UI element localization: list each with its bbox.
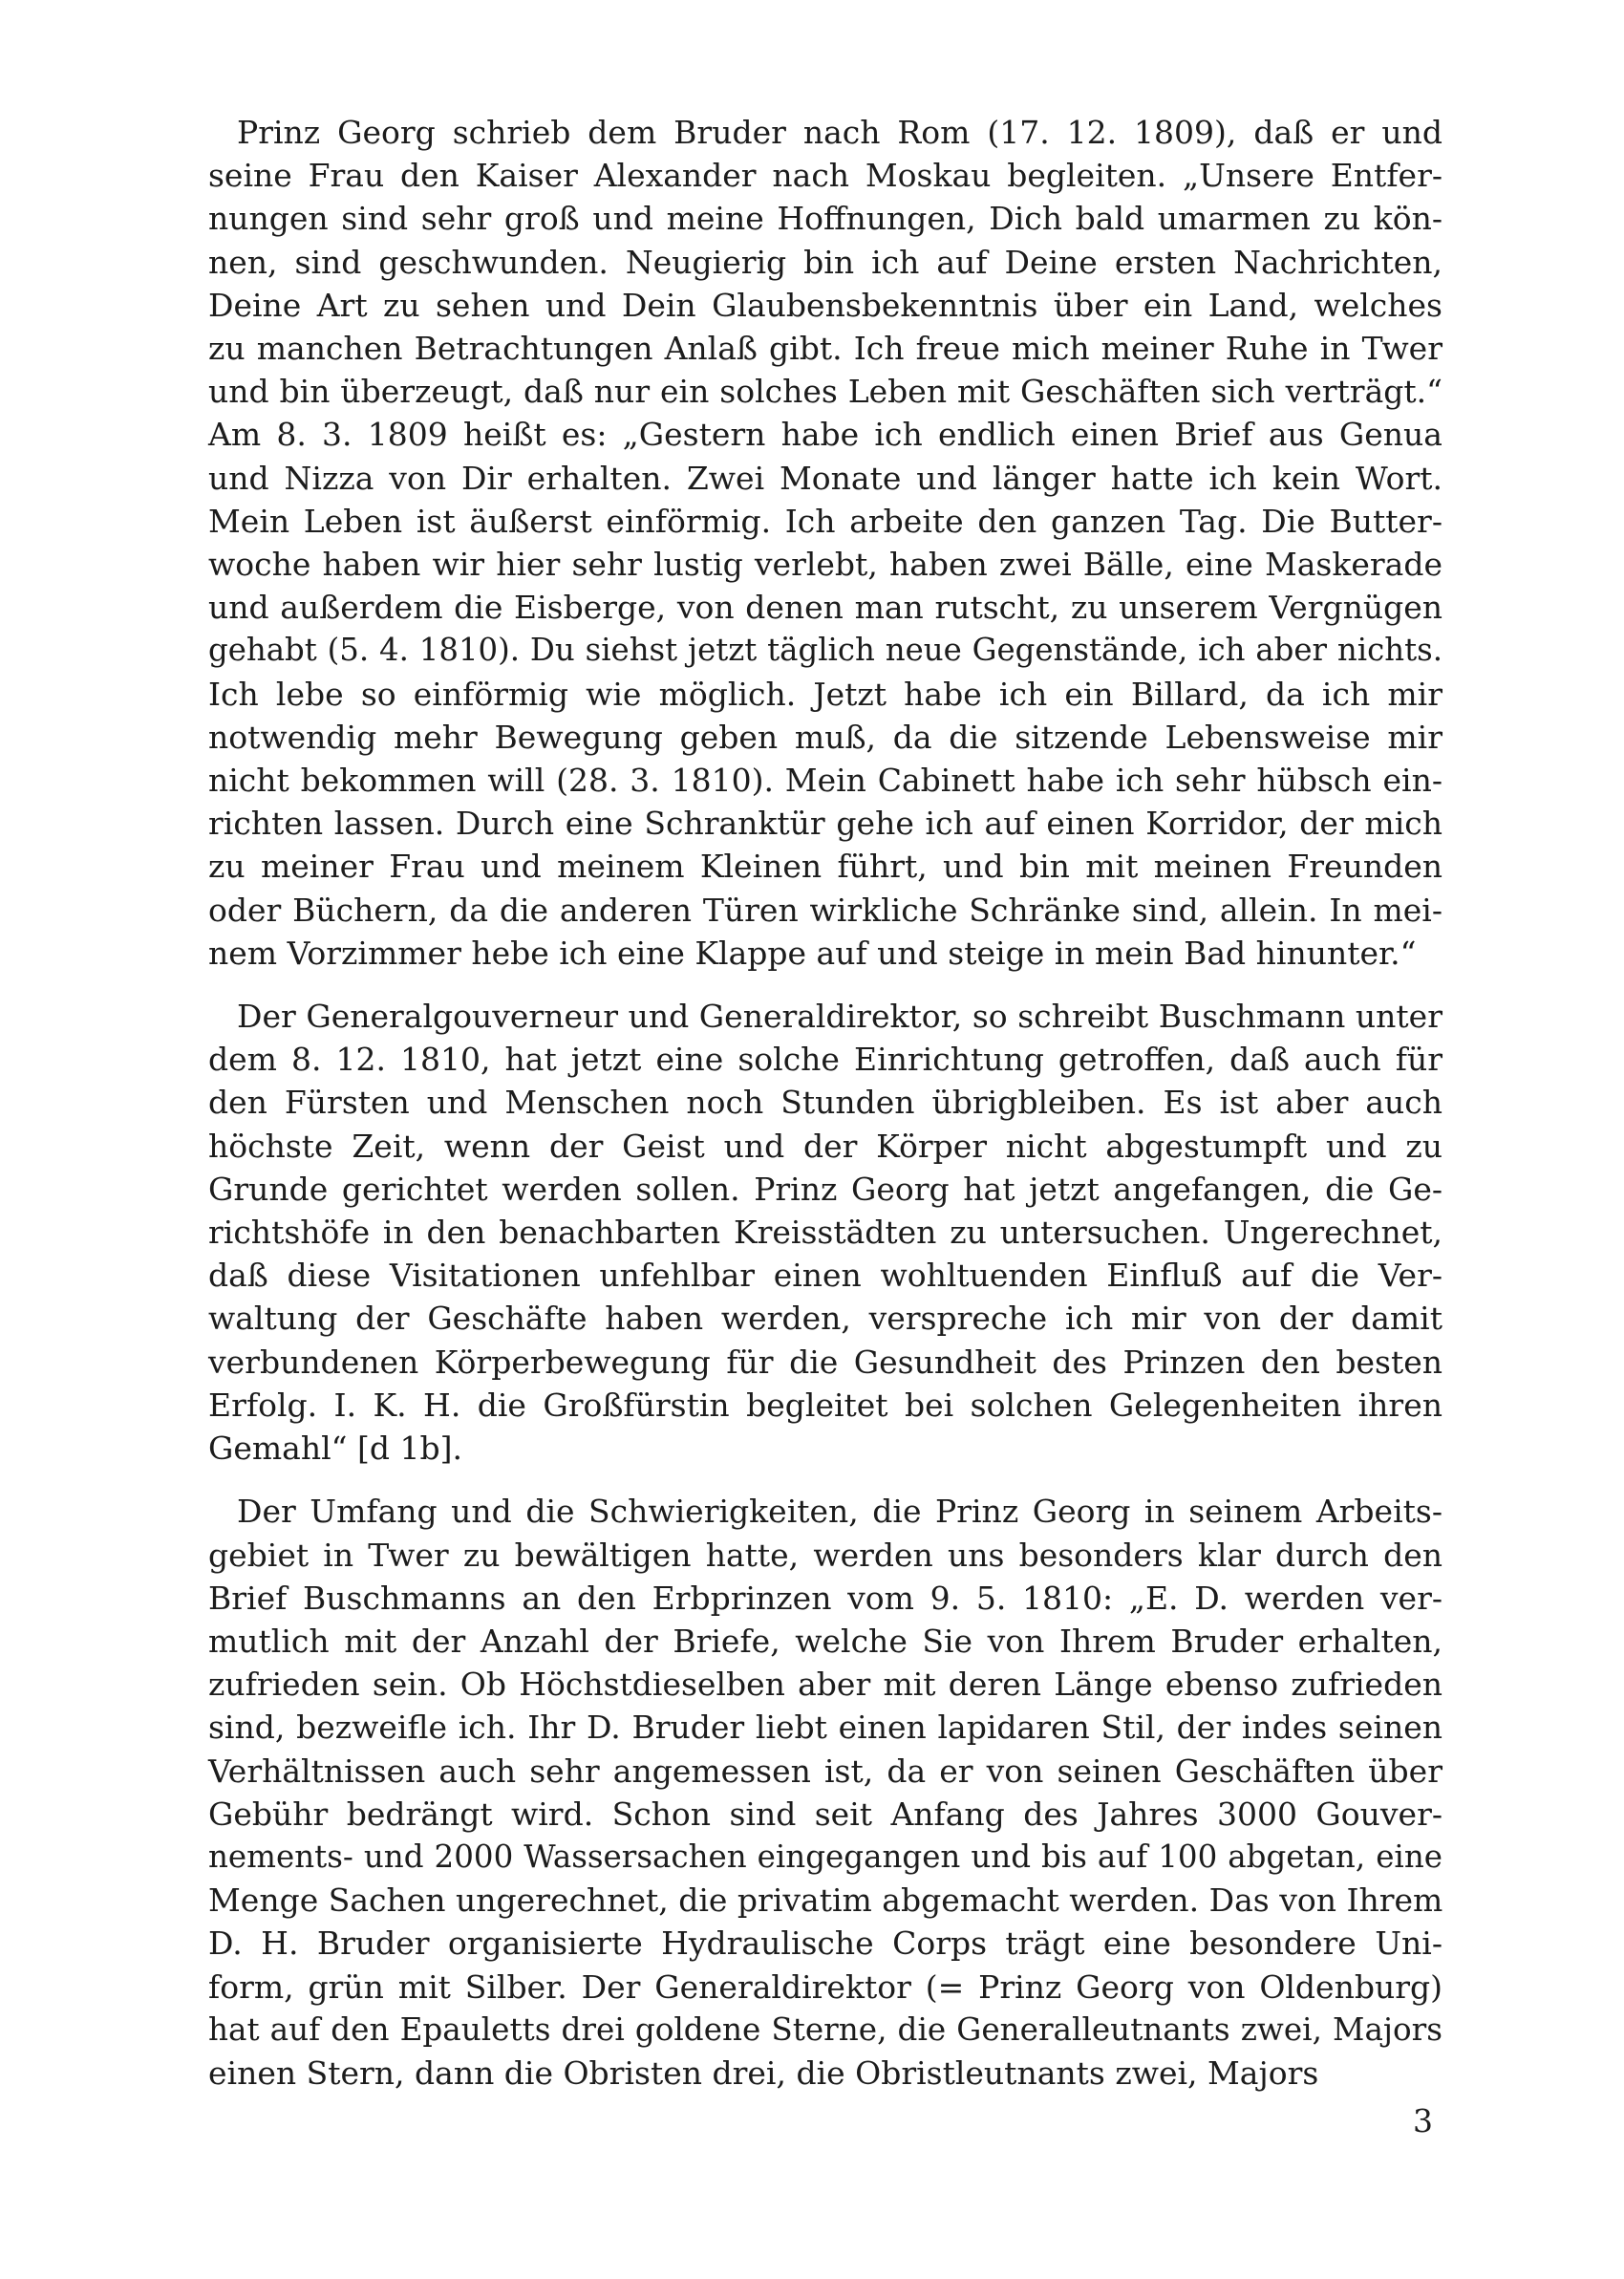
text-line: Ich lebe so einförmig wie möglich. Jetzt habe ich ein Billard, da ich mir (208, 675, 1442, 713)
text-line: Am 8. 3. 1809 heißt es: „Gestern habe ich endlich einen Brief aus Genua (208, 416, 1442, 454)
page-number: 3 (1413, 2102, 1433, 2139)
text-line: richtshöfe in den benachbarten Kreisstädten zu untersuchen. Ungerechnet, (208, 1214, 1442, 1252)
text-line: Mein Leben ist äußerst einförmig. Ich arbeite den ganzen Tag. Die Butter- (208, 502, 1442, 540)
text-line: Brief Buschmanns an den Erbprinzen vom 9. 5. 1810: „E. D. werden ver- (208, 1579, 1442, 1617)
text-line: verbundenen Körperbewegung für die Gesundheit des Prinzen den besten (208, 1343, 1442, 1381)
text-line: Deine Art zu sehen und Dein Glaubensbekenntnis über ein Land, welches (208, 286, 1442, 324)
text-line: Gebühr bedrängt wird. Schon sind seit Anfang des Jahres 3000 Gouver- (208, 1795, 1442, 1833)
text-line: höchste Zeit, wenn der Geist und der Körper nicht abgestumpft und zu (208, 1127, 1442, 1165)
text-line: notwendig mehr Bewegung geben muß, da die sitzende Lebensweise mir (208, 718, 1442, 756)
text-line: gehabt (5. 4. 1810). Du siehst jetzt täglich neue Gegenstände, ich aber nichts. (208, 632, 1442, 669)
paragraph-3 (208, 1490, 1442, 2095)
text-line: nements- und 2000 Wassersachen eingegangen und bis auf 100 abgetan, eine (208, 1838, 1442, 1875)
text-line: und außerdem die Eisberge, von denen man rutscht, zu unserem Vergnügen (208, 589, 1442, 627)
text-line: Prinz Georg schrieb dem Bruder nach Rom (17. 12. 1809), daß er und (237, 114, 1442, 151)
text-line: nicht bekommen will (28. 3. 1810). Mein Cabinett habe ich sehr hübsch ein- (208, 762, 1442, 800)
text-line: gebiet in Twer zu bewältigen hatte, werden uns besonders klar durch den (208, 1536, 1442, 1574)
text-line: woche haben wir hier sehr lustig verlebt, haben zwei Bälle, eine Maskerade (208, 546, 1442, 584)
paragraph-2 (208, 995, 1442, 1470)
text-line: Erfolg. I. K. H. die Großfürstin begleitet bei solchen Gelegenheiten ihren (208, 1386, 1442, 1424)
text-line: waltung der Geschäfte haben werden, verspreche ich mir von der damit (208, 1300, 1442, 1338)
paragraph-1 (208, 111, 1442, 975)
text-line: zufrieden sein. Ob Höchstdieselben aber mit deren Länge ebenso zufrieden (208, 1666, 1442, 1704)
text-line: nem Vorzimmer hebe ich eine Klappe auf und steige in mein Bad hinunter.“ (208, 934, 1417, 972)
text-line: nen, sind geschwunden. Neugierig bin ich auf Deine ersten Nachrichten, (208, 243, 1442, 281)
text-line: richten lassen. Durch eine Schranktür gehe ich auf einen Korridor, der mich (208, 805, 1442, 843)
text-line: und Nizza von Dir erhalten. Zwei Monate und länger hatte ich kein Wort. (208, 459, 1442, 497)
text-line: form, grün mit Silber. Der Generaldirektor (= Prinz Georg von Oldenburg) (208, 1967, 1442, 2006)
text-line: dem 8. 12. 1810, hat jetzt eine solche Einrichtung getroffen, daß auch für (208, 1041, 1442, 1079)
text-line: nungen sind sehr groß und meine Hoffnungen, Dich bald umarmen zu kön- (208, 200, 1442, 238)
text-line: Der Generalgouverneur und Generaldirektor, so schreibt Buschmann unter (237, 998, 1442, 1036)
text-line: zu meiner Frau und meinem Kleinen führt, und bin mit meinen Freunden (208, 848, 1442, 886)
text-line: hat auf den Epauletts drei goldene Sterne, die Generalleutnants zwei, Majors (208, 2010, 1442, 2048)
text-line: seine Frau den Kaiser Alexander nach Moskau begleiten. „Unsere Entfer- (208, 157, 1442, 195)
text-line: und bin überzeugt, daß nur ein solches Leben mit Geschäften sich verträgt.“ (208, 373, 1442, 411)
text-line: Gemahl“ [d 1b]. (208, 1430, 462, 1468)
text-line: Menge Sachen ungerechnet, die privatim abgemacht werden. Das von Ihrem (208, 1881, 1443, 1920)
text-line: D. H. Bruder organisierte Hydraulische Corps trägt eine besondere Uni- (208, 1924, 1442, 1963)
text-line: den Fürsten und Menschen noch Stunden übrigbleiben. Es ist aber auch (208, 1084, 1442, 1122)
text-line: sind, bezweifle ich. Ihr D. Bruder liebt einen lapidaren Stil, der indes seinen (208, 1709, 1442, 1747)
page-body (208, 111, 1442, 2095)
text-line: Der Umfang und die Schwierigkeiten, die Prinz Georg in seinem Arbeits- (237, 1493, 1442, 1531)
text-line: daß diese Visitationen unfehlbar einen wohltuenden Einfluß auf die Ver- (208, 1257, 1442, 1295)
text-line: Grunde gerichtet werden sollen. Prinz Georg hat jetzt angefangen, die Ge- (208, 1170, 1442, 1208)
text-line: Verhältnissen auch sehr angemessen ist, da er von seinen Geschäften über (208, 1752, 1442, 1790)
text-line: oder Büchern, da die anderen Türen wirkliche Schränke sind, allein. In mei- (208, 891, 1442, 929)
text-line: zu manchen Betrachtungen Anlaß gibt. Ich freue mich meiner Ruhe in Twer (208, 330, 1442, 368)
text-line: mutlich mit der Anzahl der Briefe, welche Sie von Ihrem Bruder erhalten, (208, 1622, 1442, 1660)
text-line: einen Stern, dann die Obristen drei, die Obristleutnants zwei, Majors (208, 2053, 1319, 2092)
